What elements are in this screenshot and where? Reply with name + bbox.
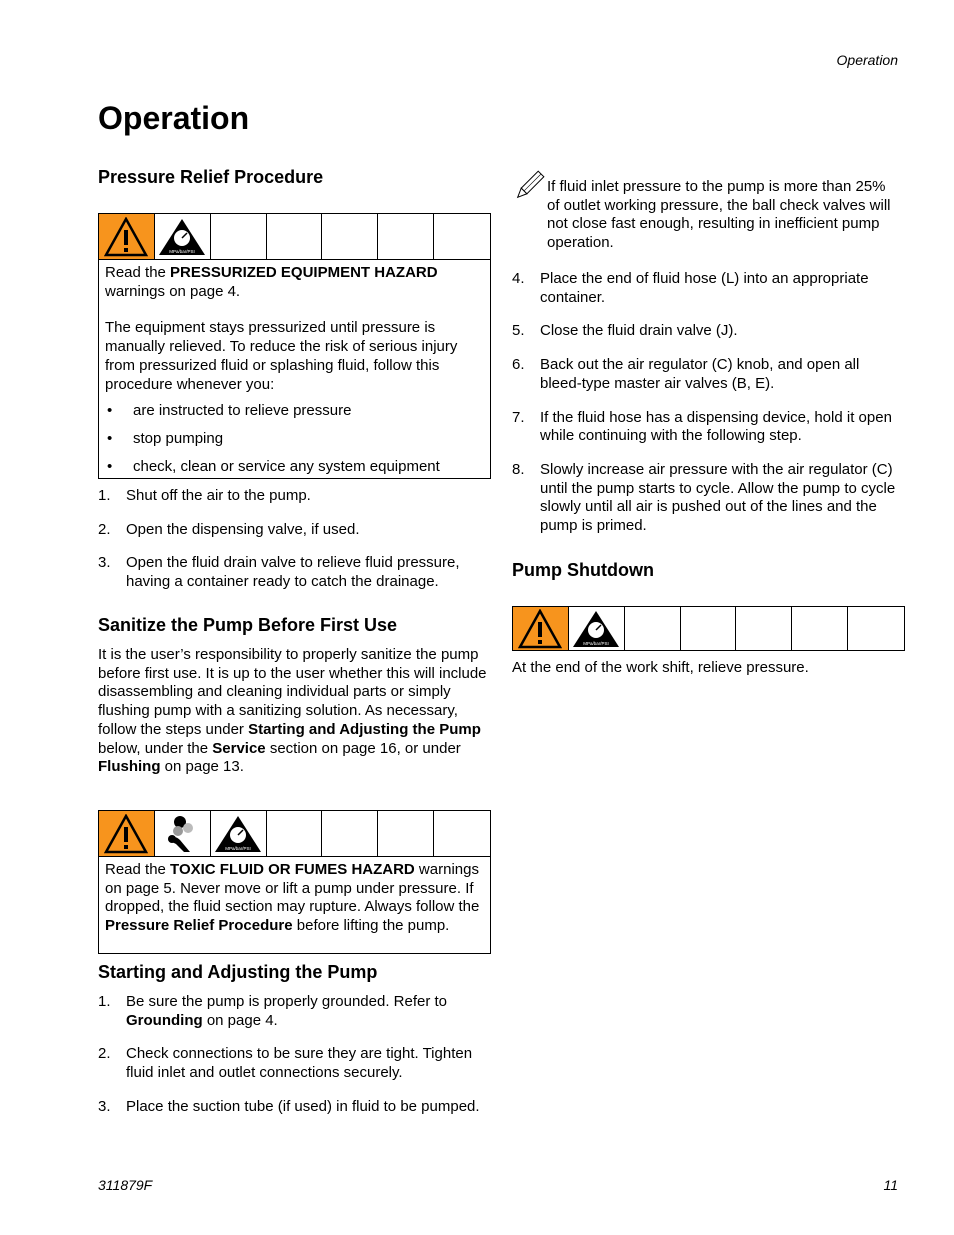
pressure-gauge-icon [211,811,267,856]
list-item: 3. Open the fluid drain valve to relieve fluid pressure, having a container ready to catch the drainage. [98,554,460,591]
pressure-warning-text: Read the PRESSURIZED EQUIPMENT HAZARD warnings on page 4. The equipment stays pressurized until pressure is manually relieved. To reduce the risk of serious injury from pressurized fluid or splashing fluid, follow this procedure whenever you: • are instructed to relieve pressure • stop pumping • check, clean or service any system equipment [99,260,490,478]
list-item: • stop pumping [105,430,484,449]
shutdown-text: At the end of the work shift, relieve pressure. [512,659,809,676]
empty-icon-cell [848,607,904,650]
warning-icon-row [99,811,490,857]
empty-icon-cell [378,811,434,856]
list-item: 2. Open the dispensing valve, if used. [98,520,360,538]
empty-icon-cell [681,607,737,650]
list-item: 1. Be sure the pump is properly grounded. Refer to Grounding on page 4. [98,993,448,1029]
toxic-warning-box [98,810,491,954]
warning-triangle-icon [513,607,569,650]
starting-steps [98,993,491,1132]
empty-icon-cell [792,607,848,650]
pressure-relief-steps [98,487,491,607]
list-item: 6. Back out the air regulator (C) knob, and open all bleed-type master air valves (B, E). [512,356,860,392]
pencil-note-icon [512,169,546,208]
toxic-fumes-icon [155,811,211,856]
list-item: 7. If the fluid hose has a dispensing device, hold it open while continuing with the following step. [512,408,892,445]
list-item: 4. Place the end of fluid hose (L) into an appropriate container. [512,270,869,306]
shutdown-warning-box [512,606,905,651]
sanitize-paragraph: It is the user’s responsibility to properly sanitize the pump before first use. It is up to the user whether this will include disassembling and cleaning individual parts or simply flushing pump with a sanitizing solution. As necessary, follow the steps under Starting and Adjusting the Pump below, under the Service section on page 16, or under Flushing on page 13. [98,646,487,776]
empty-icon-cell [434,214,490,259]
warning-triangle-icon [99,811,155,856]
empty-icon-cell [211,214,267,259]
warning-icon-row [513,607,904,650]
page-title: Operation [98,100,250,136]
pressure-gauge-icon [155,214,211,259]
list-item: 1. Shut off the air to the pump. [98,487,311,504]
list-item: 5. Close the fluid drain valve (J). [512,322,738,340]
pressure-relief-heading: Pressure Relief Procedure [98,167,324,187]
empty-icon-cell [378,214,434,259]
page-number: 11 [883,1177,898,1193]
warning-triangle-icon [99,214,155,259]
empty-icon-cell [625,607,681,650]
pressure-units-label: MPa/bar/PSI [169,248,196,254]
pressure-units-label: MPa/bar/PSI [583,640,610,646]
pressure-units-label: MPa/bar/PSI [225,845,251,851]
list-item: 8. Slowly increase air pressure with the air regulator (C) until the pump starts to cycle. Allow the pump to cycle slowly until all air is pushed out of the lines and the pump is primed. [512,460,896,535]
list-item: 3. Place the suction tube (if used) in fluid to be pumped. [98,1097,480,1115]
empty-icon-cell [736,607,792,650]
empty-icon-cell [322,214,378,259]
list-item: 2. Check connections to be sure they are tight. Tighten fluid inlet and outlet connections securely. [98,1045,473,1082]
document-number: 311879F [98,1177,153,1193]
empty-icon-cell [267,811,323,856]
empty-icon-cell [434,811,490,856]
pressure-warning-bullets [105,402,484,476]
starting-heading: Starting and Adjusting the Pump [98,962,378,982]
toxic-warning-text: Read the TOXIC FLUID OR FUMES HAZARD warnings on page 5. Never move or lift a pump under pressure. If dropped, the fluid section may rupture. Always follow the Pressure Relief Procedure before lifting the pump. [105,861,480,935]
running-header: Operation [836,52,898,68]
empty-icon-cell [322,811,378,856]
pressure-warning-box [98,213,491,479]
sanitize-heading: Sanitize the Pump Before First Use [98,615,398,635]
pump-note: If fluid inlet pressure to the pump is more than 25% of outlet working pressure, the ball check valves will not close fast enough, resulting in inefficient pump operation. [547,178,891,252]
list-item: • are instructed to relieve pressure [105,402,484,421]
pressure-gauge-icon [569,607,625,650]
list-item: • check, clean or service any system equipment [105,458,484,477]
shutdown-heading: Pump Shutdown [512,560,654,580]
empty-icon-cell [267,214,323,259]
pressure-relief-steps-continued [512,270,900,551]
warning-icon-row [99,214,490,260]
